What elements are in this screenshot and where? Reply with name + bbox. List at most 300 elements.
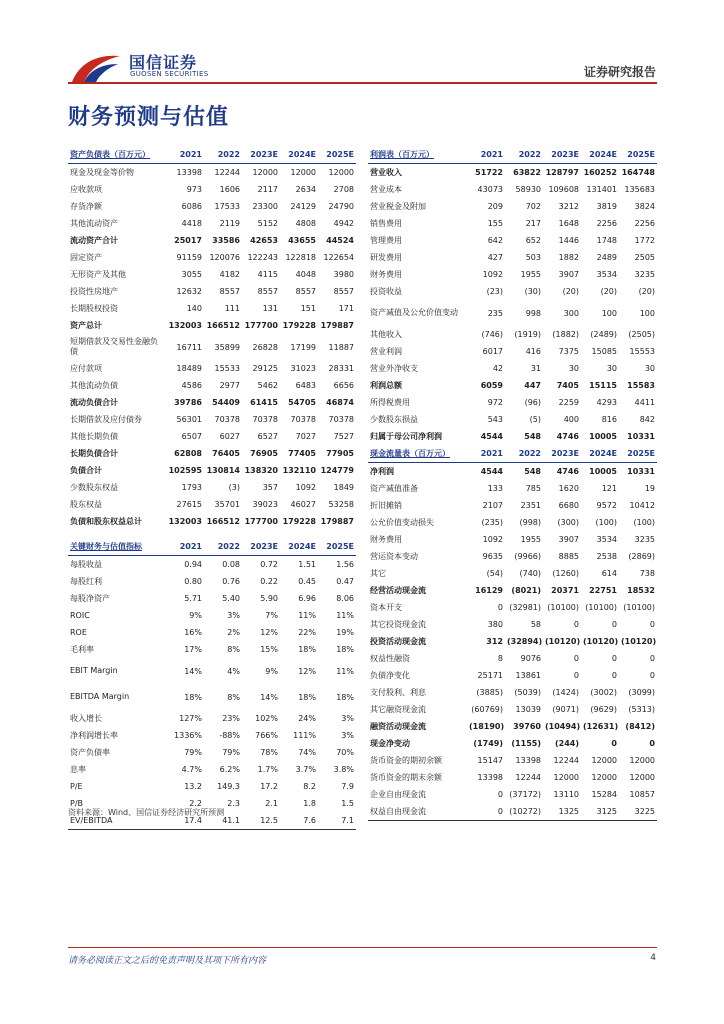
section-title: 财务预测与估值: [68, 105, 230, 130]
row-label: 其他长期负债: [70, 432, 118, 441]
row-label: 少数股东损益: [370, 415, 418, 424]
row-label: 利润总额: [370, 381, 402, 390]
year-header: 2024E: [280, 538, 318, 556]
value-cell: 31023: [290, 364, 316, 373]
value-cell: 7%: [265, 611, 278, 620]
row-label: EBITDA Margin: [70, 692, 130, 701]
value-cell: 18%: [336, 692, 354, 702]
row-label: 支付股利、利息: [370, 688, 426, 697]
table-header-row: [368, 445, 657, 463]
value-cell: 7027: [295, 432, 316, 441]
value-cell: (37172): [509, 790, 541, 799]
value-cell: 12000: [252, 168, 278, 177]
year-header: 2024E: [280, 146, 318, 164]
value-cell: 380: [487, 620, 503, 629]
value-cell: 140: [186, 304, 202, 313]
value-cell: (32981): [509, 603, 541, 612]
value-cell: 1606: [219, 185, 240, 194]
value-cell: 7.1: [318, 812, 356, 830]
value-cell: 6.2%: [219, 765, 240, 774]
value-cell: 1.51: [298, 560, 316, 569]
table-row: [368, 565, 657, 582]
value-cell: 1620: [558, 484, 579, 493]
value-cell: (10120): [621, 637, 657, 646]
row-label: 财务费用: [370, 535, 402, 544]
value-cell: 78%: [260, 748, 278, 757]
value-cell: 12%: [298, 666, 316, 676]
value-cell: 74%: [298, 748, 316, 757]
table-row: [68, 394, 356, 411]
table-row: [368, 326, 657, 343]
value-cell: 70378: [290, 415, 316, 424]
source-note: 资料来源：Wind、国信证券经济研究所预测: [68, 808, 225, 817]
value-cell: 102%: [255, 714, 278, 723]
value-cell: 614: [601, 569, 617, 578]
table-row: [68, 334, 356, 360]
value-cell: 357: [262, 483, 278, 492]
value-cell: (10120): [545, 637, 581, 646]
row-label: 投资收益: [370, 287, 402, 296]
value-cell: 0: [467, 803, 505, 821]
value-cell: 10412: [629, 501, 655, 510]
value-cell: (10100): [623, 603, 655, 612]
value-cell: 2.2: [189, 799, 202, 808]
value-cell: 35701: [214, 500, 240, 509]
row-label: 营业收入: [370, 168, 402, 177]
row-label: 长期股权投资: [70, 304, 118, 313]
table-row: [368, 480, 657, 497]
value-cell: (235): [481, 518, 503, 527]
value-cell: 1.5: [341, 799, 354, 808]
value-cell: (1882): [552, 330, 579, 339]
table-row: [368, 582, 657, 599]
value-cell: 11%: [298, 611, 316, 620]
value-cell: 12000: [553, 773, 579, 782]
value-cell: 63822: [513, 168, 541, 177]
value-cell: 8.06: [336, 594, 354, 603]
value-cell: 4.7%: [181, 765, 202, 774]
value-cell: 61415: [250, 398, 278, 407]
value-cell: 122818: [285, 253, 316, 262]
table-row: [68, 658, 356, 684]
row-label: 资产负债率: [70, 748, 110, 757]
value-cell: 416: [525, 347, 541, 356]
row-label: 其他流动负债: [70, 381, 118, 390]
value-cell: 503: [525, 253, 541, 262]
row-label: 经营活动现金流: [370, 586, 426, 595]
value-cell: 300: [563, 308, 579, 318]
table-row: [368, 650, 657, 667]
row-label: 流动负债合计: [70, 398, 118, 407]
value-cell: 1336%: [174, 731, 202, 740]
table-row: [68, 164, 356, 182]
year-header: 2022: [204, 146, 242, 164]
row-label: 长期负债合计: [70, 449, 118, 458]
balance-sheet-table: [68, 146, 356, 530]
row-label: 负债净变化: [370, 671, 410, 680]
row-label: 现金及现金等价物: [70, 168, 134, 177]
row-label: 管理费用: [370, 236, 402, 245]
header-divider: [68, 82, 657, 84]
value-cell: 4808: [295, 219, 316, 228]
table-row: [68, 496, 356, 513]
value-cell: 2%: [227, 628, 240, 637]
row-label: 长期借款及应付债券: [70, 415, 142, 424]
value-cell: (9071): [552, 705, 579, 714]
value-cell: 15533: [214, 364, 240, 373]
value-cell: 54409: [212, 398, 240, 407]
value-cell: 2351: [520, 501, 541, 510]
table-row: [68, 761, 356, 778]
value-cell: 166512: [206, 517, 240, 526]
value-cell: 30: [644, 364, 655, 373]
value-cell: 18%: [336, 645, 354, 654]
value-cell: 39786: [174, 398, 202, 407]
value-cell: 4411: [634, 398, 655, 407]
row-label: 少数股东权益: [70, 483, 118, 492]
value-cell: 10331: [627, 432, 655, 441]
value-cell: 7527: [333, 432, 354, 441]
value-cell: 642: [487, 236, 503, 245]
table-row: [68, 411, 356, 428]
value-cell: 24%: [298, 714, 316, 723]
year-header: 2022: [505, 445, 543, 463]
value-cell: 79%: [184, 748, 202, 757]
value-cell: 15553: [629, 347, 655, 356]
brand-name-english: GUOSEN SECURITIES: [130, 70, 209, 78]
value-cell: 8557: [295, 287, 316, 296]
value-cell: 4586: [181, 381, 202, 390]
value-cell: 4418: [181, 219, 202, 228]
value-cell: 70378: [328, 415, 354, 424]
value-cell: 1.8: [303, 799, 316, 808]
footer-divider: [68, 947, 657, 948]
value-cell: 2.3: [227, 799, 240, 808]
value-cell: 41.1: [204, 812, 242, 830]
table-title: 关键财务与估值指标: [68, 538, 166, 556]
value-cell: (740): [519, 569, 541, 578]
value-cell: 0: [497, 603, 503, 612]
value-cell: 177700: [244, 517, 278, 526]
row-label: 营运资本变动: [370, 552, 418, 561]
row-label: 应收款项: [70, 185, 102, 194]
value-cell: 4%: [227, 666, 240, 676]
value-cell: 3534: [596, 535, 617, 544]
value-cell: 8885: [558, 552, 579, 561]
table-row: [368, 428, 657, 445]
table-title: 现金流量表（百万元）: [368, 445, 467, 463]
value-cell: 149.3: [217, 782, 240, 791]
value-cell: 43073: [477, 185, 503, 194]
value-cell: 18489: [176, 364, 202, 373]
value-cell: (54): [486, 569, 503, 578]
value-cell: 46874: [326, 398, 354, 407]
value-cell: (96): [524, 398, 541, 407]
table-row: [368, 803, 657, 821]
value-cell: 31: [530, 364, 541, 373]
row-label: 权益性融资: [370, 654, 410, 663]
year-header: 2025E: [318, 146, 356, 164]
value-cell: 39760: [513, 722, 541, 731]
value-cell: 17%: [184, 645, 202, 654]
value-cell: (1749): [473, 739, 503, 748]
value-cell: 2256: [634, 219, 655, 228]
table-row: [368, 633, 657, 650]
table-row: [68, 266, 356, 283]
table-row: [368, 735, 657, 752]
value-cell: 120076: [209, 253, 240, 262]
value-cell: (8412): [625, 722, 655, 731]
value-cell: 217: [525, 219, 541, 228]
value-cell: (998): [519, 518, 541, 527]
value-cell: (20): [600, 287, 617, 296]
value-cell: 0: [573, 654, 579, 663]
row-label: 营业利润: [370, 347, 402, 356]
value-cell: 6086: [181, 202, 202, 211]
value-cell: 0.45: [298, 577, 316, 586]
row-label: 息率: [70, 765, 86, 774]
table-row: [68, 377, 356, 394]
value-cell: 25017: [174, 236, 202, 245]
value-cell: 1092: [482, 270, 503, 279]
value-cell: 0: [649, 739, 655, 748]
page-header: [0, 0, 724, 90]
value-cell: 132003: [168, 321, 202, 330]
value-cell: 132003: [168, 517, 202, 526]
table-row: [68, 249, 356, 266]
value-cell: 76905: [250, 449, 278, 458]
row-label: 其它: [370, 569, 386, 578]
row-label: 毛利率: [70, 645, 94, 654]
year-header: 2022: [204, 538, 242, 556]
value-cell: 12000: [629, 773, 655, 782]
table-row: [368, 266, 657, 283]
value-cell: 972: [487, 398, 503, 407]
value-cell: 91159: [176, 253, 202, 262]
table-row: [68, 778, 356, 795]
value-cell: 79%: [222, 748, 240, 757]
value-cell: 0: [497, 790, 503, 799]
value-cell: 4544: [480, 432, 503, 441]
row-label: P/E: [70, 782, 83, 791]
value-cell: 23300: [252, 202, 278, 211]
table-row: [368, 198, 657, 215]
value-cell: 3534: [596, 270, 617, 279]
value-cell: 12000: [328, 168, 354, 177]
value-cell: (10494): [545, 722, 581, 731]
value-cell: 15583: [627, 381, 655, 390]
value-cell: 3980: [333, 270, 354, 279]
table-row: [368, 684, 657, 701]
value-cell: 122243: [247, 253, 278, 262]
row-label: 资本开支: [370, 603, 402, 612]
row-label: 归属于母公司净利润: [370, 432, 442, 441]
value-cell: 70378: [214, 415, 240, 424]
value-cell: 7375: [558, 347, 579, 356]
table-row: [368, 752, 657, 769]
value-cell: 3819: [596, 202, 617, 211]
value-cell: 35899: [214, 342, 240, 352]
value-cell: (32894): [507, 637, 543, 646]
value-cell: (2489): [590, 330, 617, 339]
row-label: 销售费用: [370, 219, 402, 228]
value-cell: 10005: [589, 432, 617, 441]
row-label: 资产减值及公允价值变动: [370, 308, 458, 317]
year-header: 2025E: [619, 445, 657, 463]
row-label: 流动资产合计: [70, 236, 118, 245]
value-cell: 8557: [219, 287, 240, 296]
value-cell: 548: [524, 432, 541, 441]
row-label: 公允价值变动损失: [370, 518, 434, 527]
value-cell: 160252: [583, 168, 617, 177]
value-cell: 13398: [515, 756, 541, 765]
value-cell: 3%: [341, 714, 354, 723]
value-cell: 39023: [252, 500, 278, 509]
value-cell: 5462: [257, 381, 278, 390]
value-cell: (8021): [511, 586, 541, 595]
value-cell: (3885): [476, 688, 503, 697]
value-cell: 1325: [543, 803, 581, 821]
value-cell: 0: [573, 620, 579, 629]
value-cell: 1955: [520, 535, 541, 544]
guosen-logo-icon: [68, 52, 124, 86]
value-cell: 9%: [265, 666, 278, 676]
year-header: 2021: [467, 146, 505, 164]
value-cell: 29125: [252, 364, 278, 373]
value-cell: 22%: [298, 628, 316, 637]
row-label: EBIT Margin: [70, 666, 118, 675]
row-label: 其他流动资产: [70, 219, 118, 228]
row-label: 净利润: [370, 467, 394, 476]
value-cell: (10100): [585, 603, 617, 612]
value-cell: 23%: [222, 714, 240, 723]
row-label: 营业成本: [370, 185, 402, 194]
table-row: [368, 411, 657, 428]
table-row: [368, 497, 657, 514]
value-cell: 166512: [206, 321, 240, 330]
value-cell: 12.5: [242, 812, 280, 830]
income-and-cashflow-table: [368, 146, 657, 821]
value-cell: 998: [525, 308, 541, 318]
table-row: [368, 343, 657, 360]
value-cell: 109608: [548, 185, 579, 194]
value-cell: 0: [649, 620, 655, 629]
value-cell: 14%: [184, 666, 202, 676]
value-cell: 102595: [168, 466, 202, 475]
row-label: 其他收入: [370, 330, 402, 339]
value-cell: 51722: [475, 168, 503, 177]
value-cell: 0.22: [260, 577, 278, 586]
value-cell: 3055: [181, 270, 202, 279]
value-cell: 16711: [176, 342, 202, 352]
table-row: [368, 769, 657, 786]
value-cell: (60769): [471, 705, 503, 714]
value-cell: (20): [562, 287, 579, 296]
row-label: EV/EBITDA: [68, 812, 166, 830]
value-cell: 6656: [333, 381, 354, 390]
value-cell: (10120): [583, 637, 619, 646]
value-cell: (1424): [552, 688, 579, 697]
table-header-row: [68, 538, 356, 556]
value-cell: 11%: [336, 611, 354, 620]
table-row: [368, 616, 657, 633]
value-cell: 738: [639, 569, 655, 578]
row-label: 研发费用: [370, 253, 402, 262]
table-row: [368, 232, 657, 249]
value-cell: 6027: [219, 432, 240, 441]
value-cell: 9%: [189, 611, 202, 620]
value-cell: 56301: [176, 415, 202, 424]
table-row: [68, 590, 356, 607]
value-cell: 8%: [227, 692, 240, 702]
value-cell: 12000: [591, 773, 617, 782]
row-label: 投资性房地产: [70, 287, 118, 296]
value-cell: 17.2: [260, 782, 278, 791]
row-label: 资产总计: [70, 321, 102, 330]
value-cell: 4942: [333, 219, 354, 228]
table-row: [68, 556, 356, 574]
value-cell: 9635: [482, 552, 503, 561]
value-cell: 12244: [214, 168, 240, 177]
value-cell: 18%: [298, 692, 316, 702]
value-cell: 111%: [293, 731, 316, 740]
row-label: 融资活动现金流: [370, 722, 426, 731]
value-cell: 0: [611, 654, 617, 663]
value-cell: 10005: [589, 467, 617, 476]
value-cell: 4115: [257, 270, 278, 279]
value-cell: 155: [487, 219, 503, 228]
value-cell: 171: [338, 304, 354, 313]
value-cell: 766%: [255, 731, 278, 740]
row-label: ROIC: [70, 611, 90, 620]
value-cell: 1793: [181, 483, 202, 492]
value-cell: 13110: [553, 790, 579, 799]
year-header: 2025E: [318, 538, 356, 556]
value-cell: 6059: [480, 381, 503, 390]
value-cell: 4544: [480, 467, 503, 476]
value-cell: 4293: [596, 398, 617, 407]
table-title: 利润表（百万元）: [368, 146, 467, 164]
value-cell: 7405: [556, 381, 579, 390]
table-row: [68, 607, 356, 624]
value-cell: (2869): [628, 552, 655, 561]
value-cell: 14%: [260, 692, 278, 702]
value-cell: (746): [481, 330, 503, 339]
table-row: [68, 300, 356, 317]
value-cell: 44524: [326, 236, 354, 245]
value-cell: 1092: [482, 535, 503, 544]
value-cell: 8557: [333, 287, 354, 296]
value-cell: 8.2: [303, 782, 316, 791]
value-cell: 3.8%: [333, 765, 354, 774]
value-cell: (5313): [628, 705, 655, 714]
value-cell: 0.76: [222, 577, 240, 586]
table-row: [68, 283, 356, 300]
value-cell: 2634: [295, 185, 316, 194]
table-row: [68, 215, 356, 232]
value-cell: 543: [487, 415, 503, 424]
value-cell: (1919): [514, 330, 541, 339]
value-cell: 27615: [176, 500, 202, 509]
value-cell: 0.80: [184, 577, 202, 586]
value-cell: 1092: [295, 483, 316, 492]
value-cell: 427: [487, 253, 503, 262]
table-row: [368, 360, 657, 377]
value-cell: 124779: [320, 466, 354, 475]
value-cell: 9572: [596, 501, 617, 510]
value-cell: 8: [497, 654, 503, 663]
value-cell: 179887: [320, 321, 354, 330]
